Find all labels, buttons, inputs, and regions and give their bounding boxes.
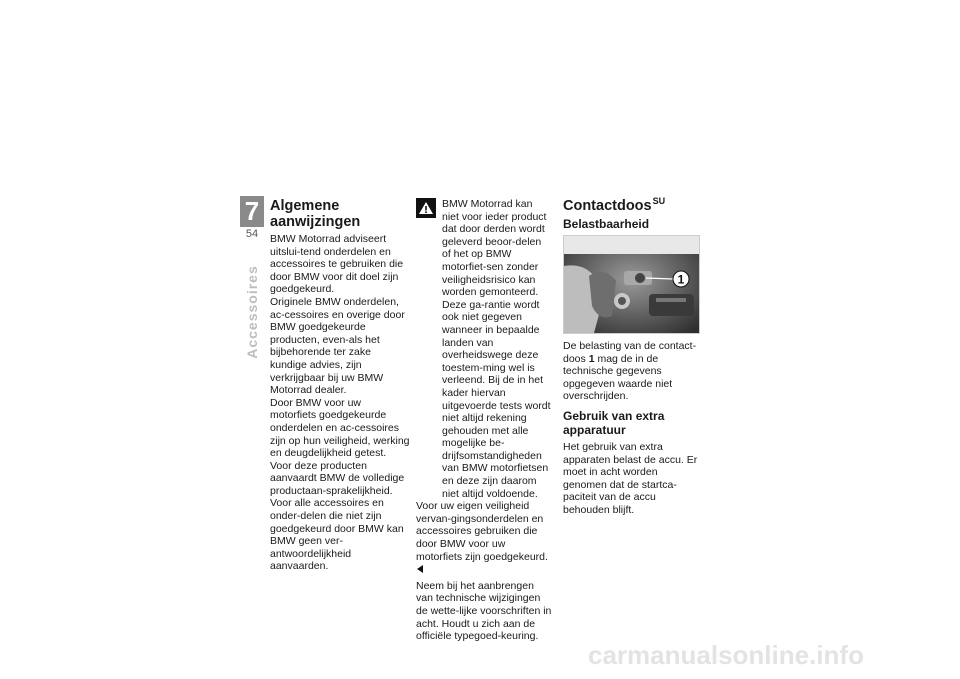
paragraph: Originele BMW onderdelen, ac-cessoires en overige door BMW goedgekeurde producten, even-als het bijbehorende ter zake kundige advies, zijn verkrijgbaar bij uw BMW Motorrad dealer. xyxy=(270,295,405,397)
subheading-extra-equipment: Gebruik van extra apparatuur xyxy=(563,408,665,437)
end-of-warning-icon xyxy=(417,565,423,573)
chapter-side-label: Accessoires xyxy=(244,265,260,359)
warning-text: BMW Motorrad kan niet voor ieder product dat door derden wordt geleverd beoor-delen of het op BMW motorfiet-sen zonder veiligheidsrisico kan worden gemonteerd. Deze ga-rantie wordt ook niet gegeven wanneer in bepaalde landen van overheidswege deze toestem-ming wel is verleend. Bij de in het kader hiervan uitgevoerde tests wordt niet altijd rekening gehouden met alle mogelijke be-drijfsomstandigheden van BMW motorfietsen en deze zijn daarom niet altijd voldoende. xyxy=(442,198,551,500)
chapter-number: 7 xyxy=(240,196,264,226)
subheading-load: Belastbaarheid xyxy=(563,217,650,231)
column-1 xyxy=(270,198,410,573)
section-heading-socket: Contactdoos$^{SU}$ xyxy=(563,196,666,214)
paragraph: Het gebruik van extra apparaten belast de accu. Er moet in acht worden genomen dat de startca-paciteit van de accu behouden blijft. xyxy=(563,440,698,516)
paragraph: Voor uw eigen veiligheid vervan-gingsonderdelen en accessoires gebruiken die door BMW voor uw motorfiets zijn goedgekeurd. xyxy=(416,500,552,576)
paragraph: Door BMW voor uw motorfiets goedgekeurde onderdelen en ac-cessoires zijn op hun veiligheid, werking en deugdelijkheid getest. Voor deze producten aanvaardt BMW de volledige productaan-sprakelijkheid. xyxy=(270,396,410,497)
watermark: carmanualsonline.info xyxy=(588,640,864,670)
option-superscript: SU xyxy=(652,196,666,207)
page-number: 54 xyxy=(245,228,259,240)
socket-photo xyxy=(563,235,700,334)
section-heading-general: Algemene aanwijzingen xyxy=(270,198,361,230)
column-3 xyxy=(563,198,703,517)
page-number-rule xyxy=(240,226,264,227)
warning-block xyxy=(416,198,552,500)
paragraph: Neem bij het aanbrengen van technische wijzigingen de wette-lijke voorschriften in acht. Houdt u zich aan de officiële typegoed-keuring. xyxy=(416,579,552,643)
column-2 xyxy=(416,198,552,643)
paragraph: BMW Motorrad adviseert uitslui-tend onderdelen en accessoires te gebruiken die door BMW voor dit doel zijn goedgekeurd. xyxy=(270,233,404,296)
callout-label: 1 xyxy=(677,272,685,287)
paragraph: Voor alle accessoires en onder-delen die niet zijn goedgekeurd door BMW kan BMW geen ver-antwoordelijkheid aanvaarden. xyxy=(270,497,404,573)
warning-triangle-icon xyxy=(416,198,436,218)
paragraph: De belasting van de contact-doos 1 mag de in de technische gegevens opgegeven waarde niet overschrijden. xyxy=(563,340,697,403)
